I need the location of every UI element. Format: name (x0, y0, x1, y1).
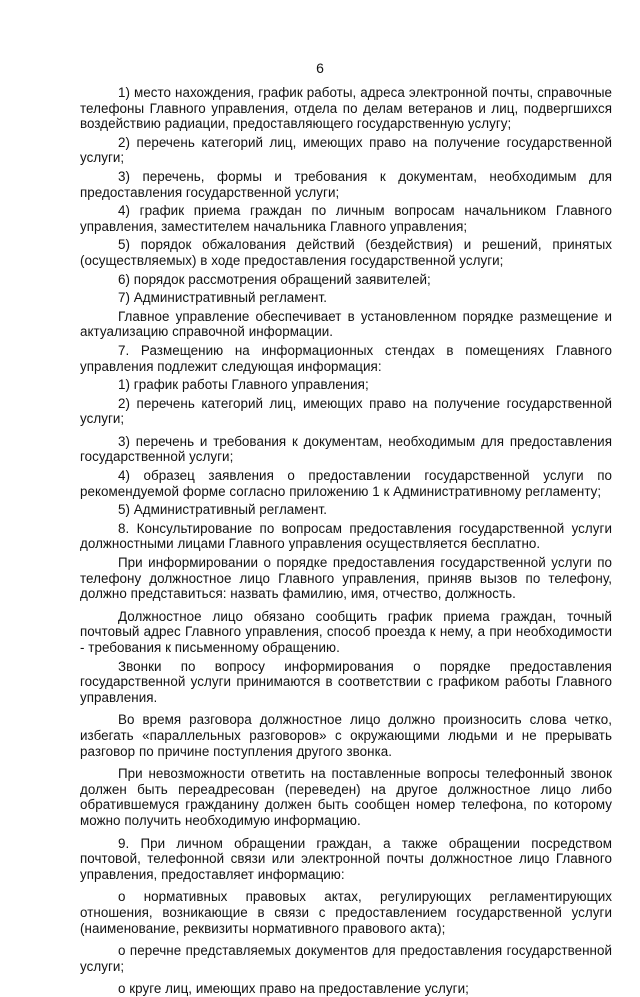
paragraph: 6) порядок рассмотрения обращений заявителей; (118, 271, 431, 287)
paragraph: 7) Административный регламент. (118, 290, 327, 306)
paragraph: 1) график работы Главного управления; (118, 377, 369, 393)
paragraph: При невозможности ответить на поставленные вопросы телефонный звонок должен быть переадресован (переведен) на другое должностное лицо либо обратившемуся гражданину должен быть сообщен номер телефона, по которому можно получить необходимую информацию. (80, 766, 612, 828)
document-body (80, 82, 612, 997)
paragraph: 5) порядок обжалования действий (бездействия) и решений, принятых (осуществляемых) в ходе предоставления государственной услуги; (80, 237, 612, 268)
paragraph: 2) перечень категорий лиц, имеющих право на получение государственной услуги; (80, 395, 612, 427)
paragraph: о перечне представляемых документов для предоставления государственной услуги; (80, 943, 612, 974)
paragraph: 5) Административный регламент. (118, 502, 327, 518)
paragraph: Во время разговора должностное лицо должно произносить слова четко, избегать «параллельных разговоров» с окружающими людьми и не прерывать разговор по причине поступления другого звонка. (80, 712, 612, 759)
paragraph: 2) перечень категорий лиц, имеющих право на получение государственной услуги; (80, 134, 612, 166)
paragraph: 1) место нахождения, график работы, адреса электронной почты, справочные телефоны Главного управления, отдела по делам ветеранов и лиц, подвергшихся воздействию радиации, предоставляющего государственную услугу; (80, 85, 612, 132)
paragraph: 9. При личном обращении граждан, а также обращении посредством почтовой, телефонной связи или электронной почты должностное лицо Главного управления, предоставляет информацию: (80, 835, 612, 882)
paragraph: 7. Размещению на информационных стендах в помещениях Главного управления подлежит следующая информация: (80, 342, 612, 374)
paragraph: Должностное лицо обязано сообщить график приема граждан, точный почтовый адрес Главного управления, способ проезда к нему, а при необходимости - требования к письменному обращению. (80, 608, 612, 655)
paragraph: Звонки по вопросу информирования о порядке предоставления государственной услуги принимаются в соответствии с графиком работы Главного управления. (80, 658, 612, 705)
page-number: 6 (316, 60, 324, 76)
paragraph: Главное управление обеспечивает в установленном порядке размещение и актуализацию справочной информации. (80, 308, 612, 340)
paragraph: о нормативных правовых актах, регулирующих регламентирующих отношения, возникающие в связи с предоставлением государственной услуги (наименование, реквизиты нормативного правового акта); (80, 889, 612, 936)
paragraph: 3) перечень и требования к документам, необходимым для предоставления государственной услуги; (80, 433, 612, 465)
paragraph: 4) образец заявления о предоставлении государственной услуги по рекомендуемой форме согласно приложению 1 к Административному регламенту; (80, 468, 612, 499)
paragraph: 4) график приема граждан по личным вопросам начальником Главного управления, заместителем начальника Главного управления; (80, 203, 612, 234)
paragraph: 3) перечень, формы и требования к документам, необходимым для предоставления государственной услуги; (80, 168, 612, 200)
paragraph: При информировании о порядке предоставления государственной услуги по телефону должностное лицо Главного управления, приняв вызов по телефону, должно представиться: назвать фамилию, имя, отчество, должность. (80, 555, 612, 602)
paragraph: о круге лиц, имеющих право на предоставление услуги; (118, 981, 469, 997)
paragraph: 8. Консультирование по вопросам предоставления государственной услуги должностными лицами Главного управления осуществляется бесплатно. (80, 520, 612, 552)
